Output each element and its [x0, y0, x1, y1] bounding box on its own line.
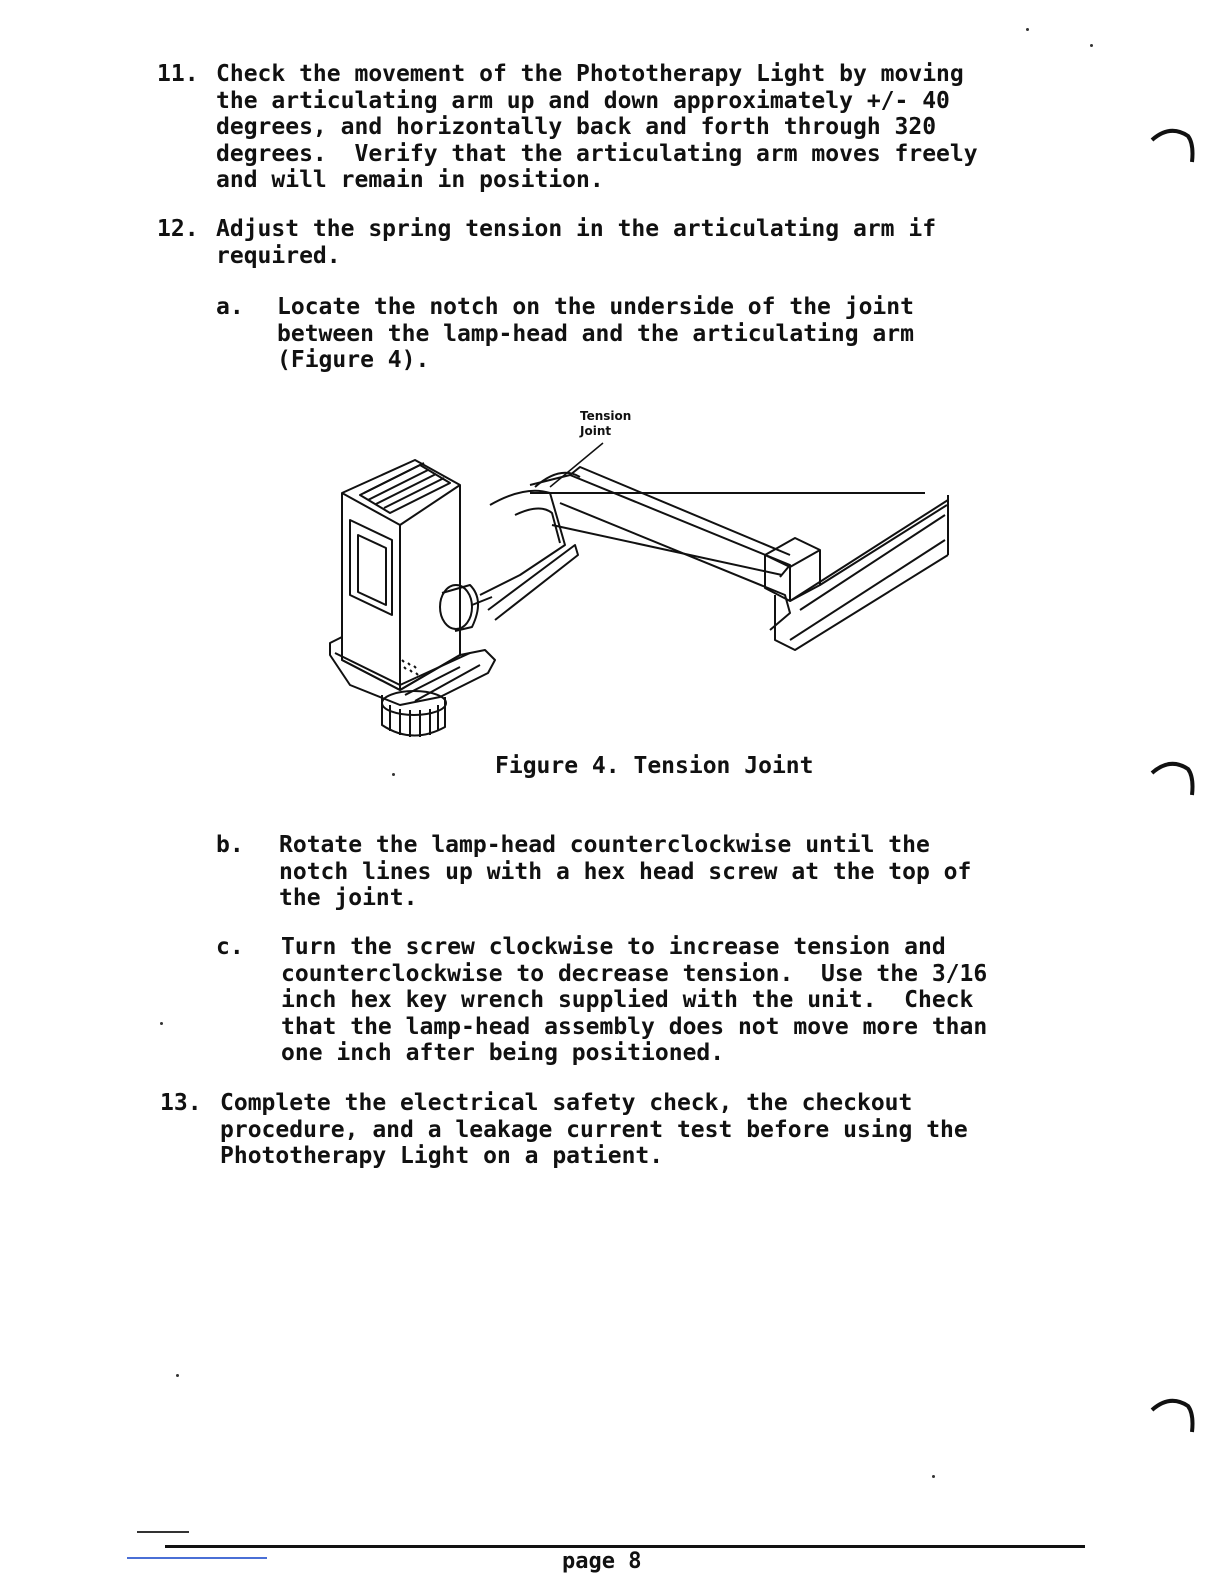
step-number: 11. [157, 61, 199, 87]
scan-speck [160, 1022, 163, 1025]
substep-text [279, 832, 1099, 912]
step-number: 12. [157, 216, 199, 242]
text-line: degrees, and horizontally back and forth through 320 [216, 114, 937, 140]
text-line: Locate the notch on the underside of the joint [277, 294, 914, 320]
text-line: the joint. [279, 885, 418, 911]
scan-speck [932, 1475, 935, 1478]
substep-letter: a. [216, 294, 244, 320]
footer-link-underline [127, 1557, 267, 1559]
text-line: Rotate the lamp-head counterclockwise until the [279, 832, 930, 858]
text-line: degrees. Verify that the articulating arm moves freely [216, 140, 978, 167]
figure-tension-joint [320, 405, 980, 749]
text-line: Check the movement of the Phototherapy Light by moving [216, 61, 964, 87]
text-line: Complete the electrical safety check, the checkout [220, 1090, 913, 1116]
scan-speck [1026, 28, 1029, 31]
text-line: between the lamp-head and the articulating arm [277, 320, 914, 347]
label-line: Tension [580, 409, 632, 423]
text-line: Turn the screw clockwise to increase tension and [281, 934, 946, 960]
text-line: Adjust the spring tension in the articulating arm if [216, 216, 937, 242]
text-line: and will remain in position. [216, 167, 604, 193]
footer-rule [165, 1545, 1085, 1548]
text-line: one inch after being positioned. [281, 1040, 725, 1066]
binder-hole-mark [1148, 1392, 1198, 1437]
substep-text [281, 934, 1121, 1067]
figure-caption: Figure 4. Tension Joint [495, 753, 814, 779]
text-line: (Figure 4). [277, 347, 430, 373]
text-line: required. [216, 242, 341, 269]
binder-hole-mark [1148, 122, 1198, 167]
lamp-arm-illustration [320, 405, 980, 745]
binder-hole-mark [1148, 755, 1198, 800]
scan-speck [392, 773, 395, 776]
substep-letter: b. [216, 832, 244, 858]
step-text [220, 1090, 1100, 1170]
text-line: Phototherapy Light on a patient. [220, 1143, 664, 1169]
step-number: 13. [160, 1090, 202, 1116]
text-line: counterclockwise to decrease tension. Use the 3/16 [281, 960, 988, 987]
text-line: inch hex key wrench supplied with the unit. Check [281, 987, 974, 1013]
scan-speck [176, 1374, 179, 1377]
step-text [216, 61, 1116, 194]
text-line: that the lamp-head assembly does not move more than [281, 1013, 988, 1040]
footer-short-rule [137, 1531, 189, 1533]
label-line: Joint [580, 424, 612, 438]
substep-letter: c. [216, 934, 244, 960]
text-line: procedure, and a leakage current test before using the [220, 1116, 968, 1143]
step-text [216, 216, 1116, 269]
text-line: notch lines up with a hex head screw at the top of [279, 858, 972, 885]
page-number: page 8 [562, 1549, 642, 1574]
substep-text [277, 294, 1077, 374]
text-line: the articulating arm up and down approximately +/- 40 [216, 87, 950, 114]
scan-speck [1090, 44, 1093, 47]
figure-label [580, 409, 631, 439]
